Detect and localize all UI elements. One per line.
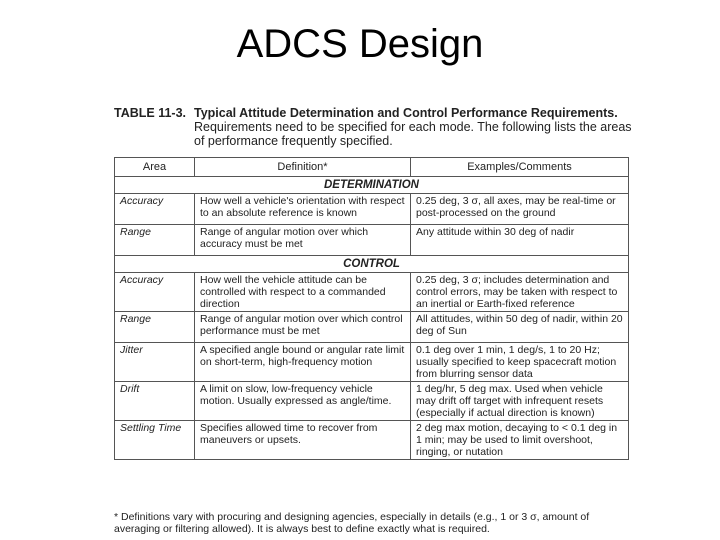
table-caption — [114, 106, 634, 148]
table-row — [115, 343, 629, 382]
cell-area: Jitter — [115, 343, 195, 382]
cell-area: Range — [115, 225, 195, 256]
cell-definition: Range of angular motion over which control performance must be met — [195, 312, 411, 343]
table-number: TABLE 11-3. — [114, 106, 187, 120]
footnote: * Definitions vary with procuring and designing agencies, especially in details (e.g., 1 or 3 σ, amount of averaging or filtering allowed). It is always best to define exactly what is required. — [114, 511, 590, 535]
cell-examples: 1 deg/hr, 5 deg max. Used when vehicle may drift off target with infrequent resets (especially if actual direction is known) — [411, 382, 629, 421]
table-row — [115, 421, 629, 460]
table-row — [115, 273, 629, 312]
section-row-control — [115, 256, 629, 273]
cell-definition: Specifies allowed time to recover from maneuvers or upsets. — [195, 421, 411, 460]
table-row — [115, 382, 629, 421]
cell-area: Drift — [115, 382, 195, 421]
header-definition: Definition* — [195, 158, 411, 177]
cell-examples: Any attitude within 30 deg of nadir — [411, 225, 629, 256]
cell-examples: 0.25 deg, 3 σ; includes determination and control errors, may be taken with respect to an inertial or Earth-fixed reference — [411, 273, 629, 312]
header-area: Area — [115, 158, 195, 177]
section-label-control: CONTROL — [115, 256, 629, 273]
cell-area: Accuracy — [115, 194, 195, 225]
table-row — [115, 194, 629, 225]
section-row-determination — [115, 177, 629, 194]
table-description: Requirements need to be specified for each mode. The following lists the areas of performance frequently specified. — [194, 120, 632, 148]
cell-definition: Range of angular motion over which accuracy must be met — [195, 225, 411, 256]
section-label-determination: DETERMINATION — [115, 177, 629, 194]
table-row — [115, 225, 629, 256]
cell-definition: A limit on slow, low-frequency vehicle motion. Usually expressed as angle/time. — [195, 382, 411, 421]
table-header-row — [115, 158, 629, 177]
cell-area: Settling Time — [115, 421, 195, 460]
header-examples: Examples/Comments — [411, 158, 629, 177]
table-row — [115, 312, 629, 343]
table-title: Typical Attitude Determination and Control Performance Requirements. — [194, 106, 618, 120]
cell-area: Range — [115, 312, 195, 343]
cell-definition: How well a vehicle's orientation with respect to an absolute reference is known — [195, 194, 411, 225]
cell-examples: All attitudes, within 50 deg of nadir, within 20 deg of Sun — [411, 312, 629, 343]
slide-title: ADCS Design — [236, 22, 484, 66]
cell-definition: A specified angle bound or angular rate limit on short-term, high-frequency motion — [195, 343, 411, 382]
cell-examples: 0.1 deg over 1 min, 1 deg/s, 1 to 20 Hz; usually specified to keep spacecraft motion from blurring sensor data — [411, 343, 629, 382]
cell-examples: 0.25 deg, 3 σ, all axes, may be real-time or post-processed on the ground — [411, 194, 629, 225]
requirements-table — [114, 157, 629, 460]
cell-definition: How well the vehicle attitude can be controlled with respect to a commanded direction — [195, 273, 411, 312]
cell-area: Accuracy — [115, 273, 195, 312]
cell-examples: 2 deg max motion, decaying to < 0.1 deg in 1 min; may be used to limit overshoot, ringing, or nutation — [411, 421, 629, 460]
